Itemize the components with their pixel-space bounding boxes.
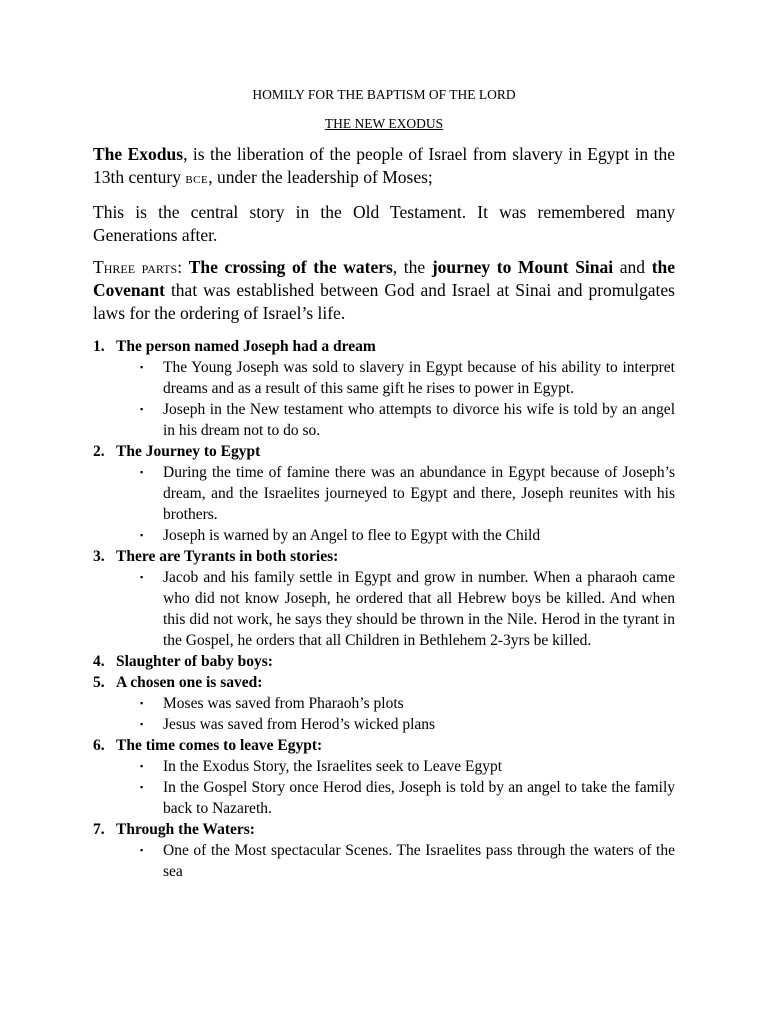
bullet-item (140, 525, 675, 546)
section-title: There are Tyrants in both stories: (116, 548, 339, 565)
intro-bold-lead: The Exodus (93, 144, 184, 164)
section-number: 1. (93, 338, 105, 355)
bullet-list (93, 462, 675, 546)
bullet-item (140, 693, 675, 714)
section-title: Through the Waters: (116, 821, 255, 838)
section-item (93, 672, 675, 735)
bullet-item (140, 357, 675, 399)
bullet-text: Jacob and his family settle in Egypt and grow in number. When a pharaoh came who did not know Joseph, he ordered that all Hebrew boys be killed. And when this did not work, he says they should be thrown in the Nile. Herod in the tyrant in the Gospel, he orders that all Children in Bethlehem 2-3yrs be killed. (163, 569, 675, 649)
bullet-text: Moses was saved from Pharaoh’s plots (163, 695, 404, 712)
three-parts-crossing: The crossing of the waters (188, 257, 393, 277)
bullet-list (93, 756, 675, 819)
square-bullet-icon: ▪ (140, 719, 144, 729)
section-heading (93, 651, 675, 672)
bullet-text: Jesus was saved from Herod’s wicked plans (163, 716, 436, 733)
section-number: 5. (93, 674, 105, 691)
three-parts-colon: : (177, 257, 189, 277)
section-item (93, 819, 675, 882)
bullet-text: The Young Joseph was sold to slavery in Egypt because of his ability to interpret dreams and as a result of this same gift he rises to power in Egypt. (163, 359, 675, 397)
section-heading (93, 336, 675, 357)
bullet-text: One of the Most spectacular Scenes. The Israelites pass through the waters of the sea (163, 842, 675, 880)
section-number: 6. (93, 737, 105, 754)
section-item (93, 441, 675, 546)
section-heading (93, 735, 675, 756)
three-parts-covenant: the Covenant (93, 257, 676, 300)
three-parts-lead: Three parts (93, 257, 178, 277)
section-title: Slaughter of baby boys: (116, 653, 273, 670)
section-title: The Journey to Egypt (116, 443, 261, 460)
bullet-list (93, 567, 675, 651)
three-parts-t2: and (613, 257, 652, 277)
section-item (93, 546, 675, 651)
bullet-item (140, 777, 675, 819)
bullet-item (140, 462, 675, 525)
bullet-item (140, 840, 675, 882)
section-number: 3. (93, 548, 105, 565)
bullet-text: During the time of famine there was an abundance in Egypt because of Joseph’s dream, and the Israelites journeyed to Egypt and there, Joseph reunites with his brothers. (163, 464, 675, 523)
intro-text-a: , is the liberation of the people of Israel from slavery in Egypt in the 13th century (93, 144, 675, 187)
three-parts-t1: , the (392, 257, 432, 277)
sections-list (93, 336, 675, 882)
bullet-item (140, 567, 675, 651)
bullet-text: Joseph is warned by an Angel to flee to Egypt with the Child (163, 527, 541, 544)
section-heading (93, 672, 675, 693)
square-bullet-icon: ▪ (140, 572, 144, 582)
square-bullet-icon: ▪ (140, 404, 144, 414)
bullet-text: Joseph in the New testament who attempts to divorce his wife is told by an angel in his dream not to do so. (163, 401, 675, 439)
square-bullet-icon: ▪ (140, 782, 144, 792)
section-number: 7. (93, 821, 105, 838)
section-heading (93, 819, 675, 840)
square-bullet-icon: ▪ (140, 698, 144, 708)
document-subtitle: THE NEW EXODUS (324, 116, 444, 131)
section-number: 2. (93, 443, 105, 460)
document-title: HOMILY FOR THE BAPTISM OF THE LORD (252, 87, 516, 102)
square-bullet-icon: ▪ (140, 761, 144, 771)
intro-paragraph-central-story: This is the central story in the Old Testament. It was remembered many Generations after. (93, 202, 675, 245)
section-heading (93, 441, 675, 462)
intro-text-b: , under the leadership of Moses; (208, 167, 433, 187)
square-bullet-icon: ▪ (140, 467, 144, 477)
section-title: The person named Joseph had a dream (116, 338, 376, 355)
intro-paragraph-exodus (93, 143, 675, 192)
square-bullet-icon: ▪ (140, 845, 144, 855)
three-parts-journey: journey to Mount Sinai (431, 257, 614, 277)
bullet-text: In the Gospel Story once Herod dies, Joseph is told by an angel to take the family back to Nazareth. (163, 779, 675, 817)
square-bullet-icon: ▪ (140, 362, 144, 372)
bullet-list (93, 693, 675, 735)
section-number: 4. (93, 653, 105, 670)
bullet-text: In the Exodus Story, the Israelites seek to Leave Egypt (163, 758, 503, 775)
document-page (93, 86, 675, 882)
bullet-list (93, 840, 675, 882)
section-title: A chosen one is saved: (116, 674, 263, 691)
square-bullet-icon: ▪ (140, 530, 144, 540)
section-title: The time comes to leave Egypt: (116, 737, 323, 754)
intro-bce: BCE (185, 174, 209, 186)
bullet-list (93, 357, 675, 441)
bullet-item (140, 756, 675, 777)
three-parts-t3: that was established between God and Israel at Sinai and promulgates laws for the ordering of Israel’s life. (93, 280, 675, 323)
section-heading (93, 546, 675, 567)
section-item (93, 651, 675, 672)
section-item (93, 735, 675, 819)
bullet-item (140, 714, 675, 735)
bullet-item (140, 399, 675, 441)
section-item (93, 336, 675, 441)
intro-paragraph-three-parts (93, 256, 675, 325)
